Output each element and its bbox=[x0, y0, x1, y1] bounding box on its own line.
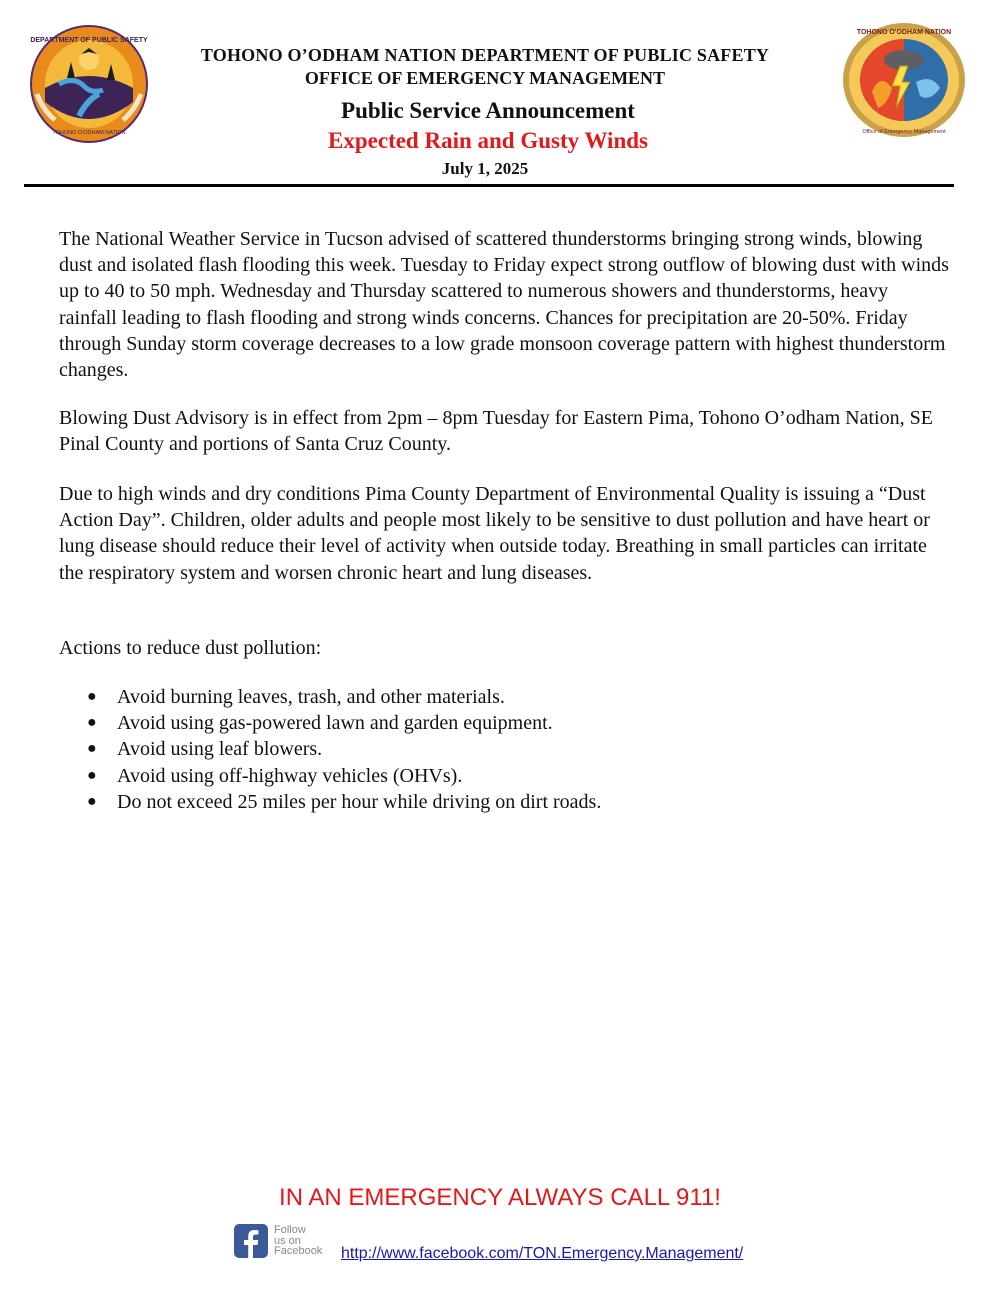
list-item bbox=[59, 736, 601, 762]
list-item-text: Do not exceed 25 miles per hour while driving on dirt roads. bbox=[117, 790, 602, 813]
list-item bbox=[59, 763, 601, 789]
org-name-line-1: TOHONO O’ODHAM NATION DEPARTMENT OF PUBLIC SAFETY bbox=[200, 45, 770, 65]
list-item-text: Avoid using off-highway vehicles (OHVs). bbox=[117, 764, 463, 787]
page-title: Expected Rain and Gusty Winds bbox=[328, 128, 648, 153]
svg-text:Office of Emergency Management: Office of Emergency Management bbox=[862, 129, 946, 135]
list-item bbox=[59, 789, 601, 815]
bullet-icon: ● bbox=[87, 766, 97, 784]
list-item bbox=[59, 684, 601, 710]
org-name-line-2: OFFICE OF EMERGENCY MANAGEMENT bbox=[304, 68, 666, 88]
emergency-notice: IN AN EMERGENCY ALWAYS CALL 911! bbox=[279, 1184, 721, 1211]
list-item-text: Avoid using gas-powered lawn and garden equipment. bbox=[117, 712, 553, 735]
follow-line: us on bbox=[274, 1234, 301, 1247]
facebook-link[interactable]: http://www.facebook.com/TON.Emergency.Management/ bbox=[341, 1245, 744, 1262]
bullet-icon: ● bbox=[87, 740, 97, 758]
paragraph-weather-forecast: The National Weather Service in Tucson advised of scattered thunderstorms bringing strong winds, blowing dust and isolated flash flooding this week. Tuesday to Friday expect strong outflow of blowing dust with winds up to 40 to 50 mph. Wednesday and Thursday scattered to numerous showers and thunderstorms, heavy rainfall leading to flash flooding and strong winds concerns. Chances for precipitation are 20-50%. Friday through Sunday storm coverage decreases to a low grade monsoon coverage pattern with highest thunderstorm changes. bbox=[59, 228, 949, 382]
follow-line: Follow bbox=[274, 1224, 306, 1236]
announcement-type: Public Service Announcement bbox=[341, 98, 635, 123]
svg-text:DEPARTMENT OF PUBLIC SAFETY: DEPARTMENT OF PUBLIC SAFETY bbox=[30, 37, 148, 44]
svg-text:TOHONO O'ODHAM NATION: TOHONO O'ODHAM NATION bbox=[52, 130, 126, 136]
paragraph-dust-advisory: Blowing Dust Advisory is in effect from 2pm – 8pm Tuesday for Eastern Pima, Tohono O’odham Nation, SE Pinal County and portions of Santa Cruz County. bbox=[59, 407, 933, 456]
list-item-text: Avoid using leaf blowers. bbox=[117, 738, 323, 761]
actions-list bbox=[59, 684, 601, 815]
facebook-follow-text bbox=[274, 1225, 322, 1257]
follow-line: Facebook bbox=[274, 1245, 323, 1257]
bullet-icon: ● bbox=[87, 714, 97, 732]
bullet-icon: ● bbox=[87, 688, 97, 705]
svg-text:TOHONO O'ODHAM NATION: TOHONO O'ODHAM NATION bbox=[856, 29, 952, 36]
list-item-text: Avoid burning leaves, trash, and other materials. bbox=[117, 686, 505, 708]
facebook-icon bbox=[234, 1224, 268, 1258]
actions-heading: Actions to reduce dust pollution: bbox=[59, 637, 322, 659]
list-item bbox=[59, 710, 601, 736]
header-divider bbox=[24, 184, 954, 187]
facebook-follow-badge[interactable] bbox=[234, 1224, 334, 1260]
paragraph-dust-action-day: Due to high winds and dry conditions Pima County Department of Environmental Quality is issuing a “Dust Action Day”. Children, older adults and people most likely to be sensitive to dust pollution and have heart or lung disease should reduce their level of activity when outside today. Breathing in small particles can irritate the respiratory system and worsen chronic heart and lung diseases. bbox=[59, 483, 930, 584]
announcement-date: July 1, 2025 bbox=[441, 159, 529, 178]
bullet-icon: ● bbox=[87, 792, 97, 810]
